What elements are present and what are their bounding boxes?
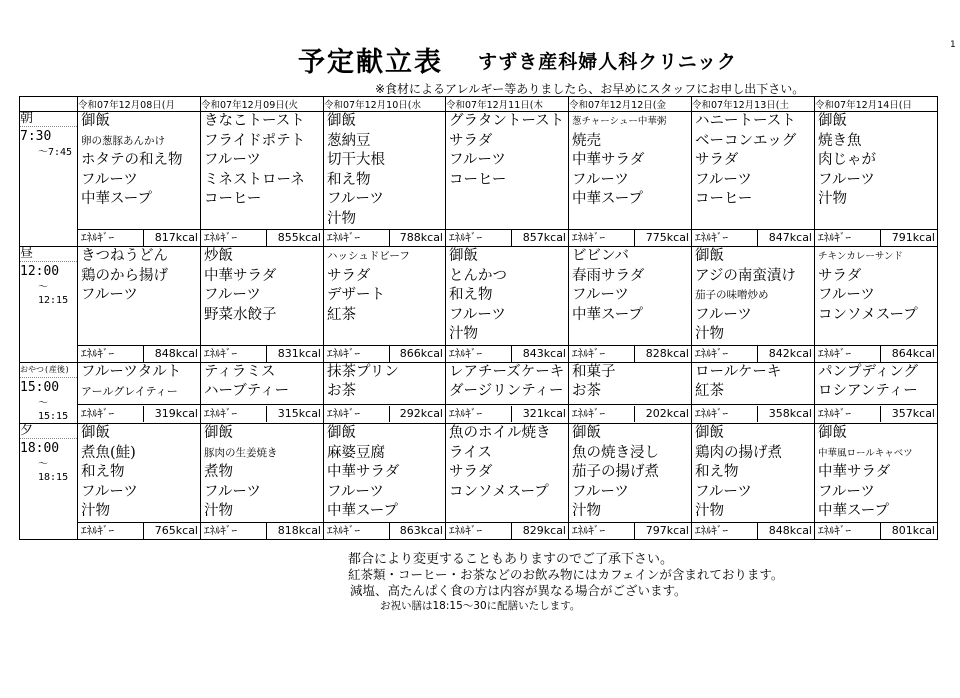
menu-cell	[815, 247, 938, 346]
menu-cell	[78, 112, 201, 230]
menu-table	[19, 96, 938, 540]
energy-label: ｴﾈﾙｷﾞｰ	[692, 406, 758, 422]
energy-cell	[692, 522, 815, 539]
menu-item: デザート	[327, 287, 385, 303]
footer-note-diet: 減塩、高たんぱく食の方は内容が異なる場合がございます。	[350, 583, 687, 598]
menu-item: 中華スープ	[818, 503, 890, 519]
energy-value: 797kcal	[645, 523, 689, 537]
energy-value: 357kcal	[891, 407, 935, 421]
menu-item: ティラミス	[204, 364, 276, 380]
menu-item: グラタントースト	[449, 113, 565, 129]
date-header: 令和07年12月11日(木	[446, 97, 569, 112]
meal-name: おやつ(産後)	[20, 363, 77, 378]
menu-item: アジの南蛮漬け	[695, 267, 796, 284]
date-header: 令和07年12月12日(金	[569, 97, 692, 112]
menu-cell	[692, 363, 815, 405]
energy-value: 818kcal	[277, 523, 321, 537]
menu-item: 抹茶プリン	[327, 364, 399, 380]
meal-row-lunch	[20, 247, 938, 346]
menu-item: ライス	[449, 444, 492, 461]
energy-value: 863kcal	[399, 523, 443, 537]
energy-label: ｴﾈﾙｷﾞｰ	[78, 406, 144, 422]
menu-item: 紅茶	[327, 306, 356, 323]
meal-start-time: 12:00	[20, 264, 60, 279]
menu-item: フルーツ	[449, 152, 506, 168]
menu-item: コーヒー	[695, 191, 753, 207]
energy-value: 855kcal	[277, 231, 321, 244]
energy-cell	[815, 522, 938, 539]
menu-item: 御飯	[695, 425, 724, 441]
menu-item: 豚肉の生姜焼き	[204, 446, 278, 459]
menu-item: 卵の葱豚あんかけ	[81, 134, 165, 147]
menu-item: 鶏肉の揚げ煮	[695, 444, 782, 461]
energy-cell	[446, 230, 569, 247]
meal-label-lunch	[20, 247, 78, 363]
menu-item: とんかつ	[449, 267, 507, 284]
menu-item: サラダ	[818, 267, 862, 284]
menu-item: 汁物	[81, 503, 110, 519]
menu-item: お茶	[572, 383, 601, 399]
energy-label: ｴﾈﾙｷﾞｰ	[446, 346, 512, 362]
energy-label: ｴﾈﾙｷﾞｰ	[201, 230, 267, 246]
menu-item: 魚の焼き浸し	[572, 444, 659, 461]
menu-item: ベーコンエッグ	[695, 132, 797, 149]
energy-label: ｴﾈﾙｷﾞｰ	[815, 230, 881, 246]
meal-name: 昼	[20, 247, 77, 262]
menu-item: 中華スープ	[81, 191, 153, 207]
menu-cell	[815, 363, 938, 405]
menu-item: コンソメスープ	[449, 483, 549, 500]
menu-item: 和え物	[327, 171, 371, 188]
menu-cell	[324, 247, 446, 346]
energy-cell	[569, 346, 692, 363]
energy-cell	[201, 405, 324, 424]
menu-item: フライドポテト	[204, 132, 306, 149]
energy-value: 829kcal	[522, 523, 566, 537]
menu-item: 和え物	[695, 464, 739, 480]
menu-item: 御飯	[818, 113, 847, 129]
menu-item: 汁物	[572, 503, 601, 519]
menu-item: ビビンバ	[572, 248, 629, 264]
menu-cell	[446, 112, 569, 230]
energy-cell	[446, 346, 569, 363]
menu-cell	[201, 363, 324, 405]
menu-cell	[569, 247, 692, 346]
menu-item: ハーブティー	[204, 383, 290, 399]
energy-cell	[569, 405, 692, 424]
menu-item: ホタテの和え物	[81, 152, 183, 168]
menu-item: フルーツ	[204, 152, 261, 168]
menu-item: フルーツ	[327, 191, 384, 207]
menu-item: チキンカレーサンド	[818, 251, 903, 262]
menu-item: コーヒー	[449, 171, 507, 188]
menu-cell	[692, 247, 815, 346]
menu-item: 御飯	[204, 425, 233, 441]
menu-item: フルーツ	[695, 171, 752, 188]
menu-cell	[324, 112, 446, 230]
date-header: 令和07年12月09日(火	[201, 97, 324, 112]
date-header: 令和07年12月10日(水	[324, 97, 446, 112]
footer-note-celebration: お祝い膳は18:15～30に配膳いたします。	[380, 600, 581, 612]
menu-cell	[815, 424, 938, 523]
menu-item: フルーツ	[818, 483, 875, 500]
energy-label: ｴﾈﾙｷﾞｰ	[815, 346, 881, 362]
menu-item: フルーツ	[204, 483, 261, 500]
menu-item: 汁物	[327, 210, 356, 227]
energy-label: ｴﾈﾙｷﾞｰ	[78, 230, 144, 246]
menu-item: 御飯	[327, 425, 356, 441]
menu-item: フルーツ	[695, 483, 752, 500]
footer-note-caffeine: 紅茶類・コーヒー・お茶などのお飲み物にはカフェインが含まれております。	[348, 567, 784, 582]
energy-cell	[201, 230, 324, 247]
meal-start-time: 18:00	[20, 441, 60, 456]
menu-item: 和え物	[81, 464, 125, 480]
menu-item: 煮物	[204, 464, 233, 480]
menu-item: 中華サラダ	[572, 152, 645, 168]
menu-item: 煮魚(鮭)	[81, 444, 136, 461]
energy-value: 866kcal	[399, 347, 443, 360]
energy-label: ｴﾈﾙｷﾞｰ	[324, 406, 390, 422]
energy-cell	[815, 346, 938, 363]
energy-value: 788kcal	[399, 231, 443, 244]
allergy-notice: ※食材によるアレルギー等ありましたら、お早めにスタッフにお申し出下さい。	[375, 82, 805, 96]
menu-item: フルーツ	[572, 171, 629, 188]
energy-label: ｴﾈﾙｷﾞｰ	[324, 523, 390, 539]
menu-item: コーヒー	[204, 191, 262, 207]
energy-row-dinner	[20, 522, 938, 539]
meal-start-time: 15:00	[20, 380, 60, 395]
menu-item: 葱納豆	[327, 132, 371, 149]
energy-value: 801kcal	[891, 523, 935, 537]
menu-item: コンソメスープ	[818, 306, 918, 323]
menu-cell	[201, 247, 324, 346]
meal-name: 夕	[20, 424, 77, 439]
meal-name: 朝	[20, 112, 77, 127]
energy-label: ｴﾈﾙｷﾞｰ	[569, 523, 635, 539]
menu-item: お茶	[327, 383, 356, 399]
energy-cell	[78, 346, 201, 363]
menu-item: フルーツ	[572, 483, 629, 500]
menu-item: パンプディング	[818, 364, 919, 380]
energy-cell	[692, 230, 815, 247]
menu-item: 御飯	[81, 113, 110, 129]
energy-cell	[78, 230, 201, 247]
menu-item: 汁物	[818, 191, 847, 207]
energy-cell	[569, 522, 692, 539]
energy-label: ｴﾈﾙｷﾞｰ	[815, 523, 881, 539]
energy-row-lunch	[20, 346, 938, 363]
menu-item: サラダ	[695, 152, 739, 168]
menu-cell	[446, 363, 569, 405]
energy-label: ｴﾈﾙｷﾞｰ	[692, 523, 758, 539]
energy-value: 358kcal	[768, 407, 812, 421]
menu-item: 汁物	[695, 326, 724, 342]
menu-item: フルーツ	[695, 306, 752, 323]
menu-item: フルーツ	[818, 171, 875, 188]
energy-cell	[324, 522, 446, 539]
footer-note-change: 都合により変更することもありますのでご了承下さい。	[348, 552, 674, 567]
energy-cell	[569, 230, 692, 247]
menu-item: 御飯	[327, 113, 356, 129]
meal-end-time: ～18:15	[38, 459, 69, 483]
meal-end-time: ～15:15	[38, 398, 69, 422]
menu-item: 炒飯	[204, 248, 233, 264]
menu-item: 肉じゃが	[818, 152, 876, 168]
energy-cell	[324, 230, 446, 247]
menu-item: 麻婆豆腐	[327, 444, 385, 461]
menu-item: ロールケーキ	[695, 364, 782, 380]
energy-label: ｴﾈﾙｷﾞｰ	[78, 523, 144, 539]
menu-item: 御飯	[81, 425, 110, 441]
energy-value: 791kcal	[891, 231, 935, 244]
energy-cell	[692, 346, 815, 363]
menu-item: フルーツタルト	[81, 364, 182, 380]
energy-label: ｴﾈﾙｷﾞｰ	[201, 523, 267, 539]
energy-cell	[201, 346, 324, 363]
menu-item: 茄子の味噌炒め	[695, 289, 769, 301]
menu-item: フルーツ	[449, 306, 506, 323]
energy-value: 847kcal	[768, 231, 812, 244]
menu-item: 焼売	[572, 132, 601, 149]
menu-item: 魚のホイル焼き	[449, 425, 551, 441]
date-header: 令和07年12月14日(日	[815, 97, 938, 112]
meal-row-snack	[20, 363, 938, 405]
menu-item: 紅茶	[695, 383, 724, 399]
menu-item: 和菓子	[572, 364, 616, 380]
meal-end-time: ～12:15	[38, 282, 69, 306]
menu-item: 焼き魚	[818, 132, 862, 149]
menu-item: 汁物	[695, 503, 724, 519]
menu-item: フルーツ	[327, 483, 384, 500]
energy-value: 292kcal	[399, 407, 443, 421]
energy-label: ｴﾈﾙｷﾞｰ	[692, 346, 758, 362]
menu-item: 汁物	[449, 326, 478, 342]
menu-item: 鶏のから揚げ	[81, 267, 168, 284]
menu-item: 御飯	[818, 425, 847, 441]
menu-cell	[692, 424, 815, 523]
energy-label: ｴﾈﾙｷﾞｰ	[201, 346, 267, 362]
energy-cell	[324, 405, 446, 424]
energy-value: 817kcal	[154, 231, 198, 244]
energy-label: ｴﾈﾙｷﾞｰ	[815, 406, 881, 422]
menu-item: 中華風ロールキャベツ	[818, 447, 913, 459]
energy-value: 315kcal	[277, 407, 321, 421]
menu-item: 中華サラダ	[818, 464, 891, 480]
energy-label: ｴﾈﾙｷﾞｰ	[324, 346, 390, 362]
menu-cell	[569, 112, 692, 230]
energy-value: 857kcal	[522, 231, 566, 244]
energy-label: ｴﾈﾙｷﾞｰ	[201, 406, 267, 422]
menu-item: きつねうどん	[81, 248, 168, 264]
page-title: 予定献立表	[298, 47, 443, 78]
menu-item: 茄子の揚げ煮	[572, 464, 659, 480]
meal-label-snack	[20, 363, 78, 424]
energy-cell	[201, 522, 324, 539]
menu-item: サラダ	[449, 132, 493, 149]
date-header: 令和07年12月08日(月	[78, 97, 201, 112]
menu-item: 野菜水餃子	[204, 306, 277, 323]
menu-item: レアチーズケーキ	[449, 364, 565, 380]
energy-value: 864kcal	[891, 347, 935, 360]
energy-label: ｴﾈﾙｷﾞｰ	[692, 230, 758, 246]
meal-label-breakfast	[20, 112, 78, 247]
menu-item: 汁物	[204, 503, 233, 519]
energy-value: 321kcal	[522, 407, 566, 421]
energy-value: 848kcal	[154, 347, 198, 360]
menu-item: きなこトースト	[204, 113, 305, 129]
menu-item: 中華サラダ	[204, 267, 277, 284]
menu-item: サラダ	[449, 464, 493, 480]
menu-cell	[692, 112, 815, 230]
energy-cell	[446, 522, 569, 539]
menu-cell	[324, 363, 446, 405]
menu-item: フルーツ	[81, 287, 138, 303]
header-corner	[20, 97, 78, 112]
energy-label: ｴﾈﾙｷﾞｰ	[446, 230, 512, 246]
menu-item: ハッシュドビーフ	[327, 250, 410, 262]
meal-label-dinner	[20, 424, 78, 540]
menu-item: ロシアンティー	[818, 383, 918, 399]
menu-item: ハニートースト	[695, 113, 796, 129]
energy-cell	[692, 405, 815, 424]
menu-item: フルーツ	[818, 287, 875, 303]
menu-item: フルーツ	[81, 171, 138, 188]
menu-cell	[78, 363, 201, 405]
menu-cell	[815, 112, 938, 230]
energy-label: ｴﾈﾙｷﾞｰ	[569, 406, 635, 422]
energy-value: 319kcal	[154, 407, 198, 421]
menu-cell	[324, 424, 446, 523]
menu-item: 御飯	[572, 425, 601, 441]
date-header-row	[20, 97, 938, 112]
menu-cell	[569, 363, 692, 405]
energy-label: ｴﾈﾙｷﾞｰ	[446, 523, 512, 539]
menu-item: ミネストローネ	[204, 171, 305, 188]
menu-cell	[446, 424, 569, 523]
menu-item: 御飯	[695, 248, 724, 264]
menu-item: 葱チャーシュー中華粥	[572, 116, 667, 127]
menu-item: アールグレイティー	[81, 385, 178, 398]
menu-cell	[446, 247, 569, 346]
energy-label: ｴﾈﾙｷﾞｰ	[324, 230, 390, 246]
energy-label: ｴﾈﾙｷﾞｰ	[569, 346, 635, 362]
energy-row-breakfast	[20, 230, 938, 247]
meal-row-dinner	[20, 424, 938, 523]
menu-item: フルーツ	[204, 287, 261, 303]
energy-value: 202kcal	[645, 407, 689, 421]
menu-cell	[78, 424, 201, 523]
meal-row-breakfast	[20, 112, 938, 230]
energy-cell	[78, 522, 201, 539]
menu-item: 春雨サラダ	[572, 267, 645, 284]
energy-value: 765kcal	[154, 523, 198, 537]
energy-value: 842kcal	[768, 347, 812, 360]
menu-item: フルーツ	[572, 287, 629, 303]
menu-item: サラダ	[327, 267, 371, 284]
energy-cell	[324, 346, 446, 363]
energy-value: 831kcal	[277, 347, 321, 360]
menu-item: 中華スープ	[572, 191, 644, 207]
menu-cell	[78, 247, 201, 346]
energy-cell	[78, 405, 201, 424]
energy-value: 843kcal	[522, 347, 566, 360]
energy-cell	[446, 405, 569, 424]
meal-end-time: ～7:45	[38, 147, 73, 158]
menu-item: 中華サラダ	[327, 464, 400, 480]
date-header: 令和07年12月13日(土	[692, 97, 815, 112]
energy-label: ｴﾈﾙｷﾞｰ	[446, 406, 512, 422]
energy-label: ｴﾈﾙｷﾞｰ	[78, 346, 144, 362]
menu-item: フルーツ	[81, 483, 138, 500]
menu-cell	[201, 112, 324, 230]
meal-start-time: 7:30	[20, 129, 52, 144]
menu-item: 中華スープ	[327, 503, 399, 519]
menu-item: 中華スープ	[572, 306, 644, 323]
menu-item: 和え物	[449, 287, 493, 303]
energy-label: ｴﾈﾙｷﾞｰ	[569, 230, 635, 246]
clinic-name: すずき産科婦人科クリニック	[478, 51, 738, 73]
energy-cell	[815, 405, 938, 424]
energy-cell	[815, 230, 938, 247]
energy-row-snack	[20, 405, 938, 424]
energy-value: 828kcal	[645, 347, 689, 360]
menu-item: 切干大根	[327, 152, 385, 168]
menu-item: 御飯	[449, 248, 478, 264]
menu-cell	[569, 424, 692, 523]
menu-item: ダージリンティー	[449, 383, 564, 399]
energy-value: 848kcal	[768, 523, 812, 537]
menu-cell	[201, 424, 324, 523]
energy-value: 775kcal	[645, 231, 689, 244]
page-corner-mark: 1	[950, 40, 956, 50]
